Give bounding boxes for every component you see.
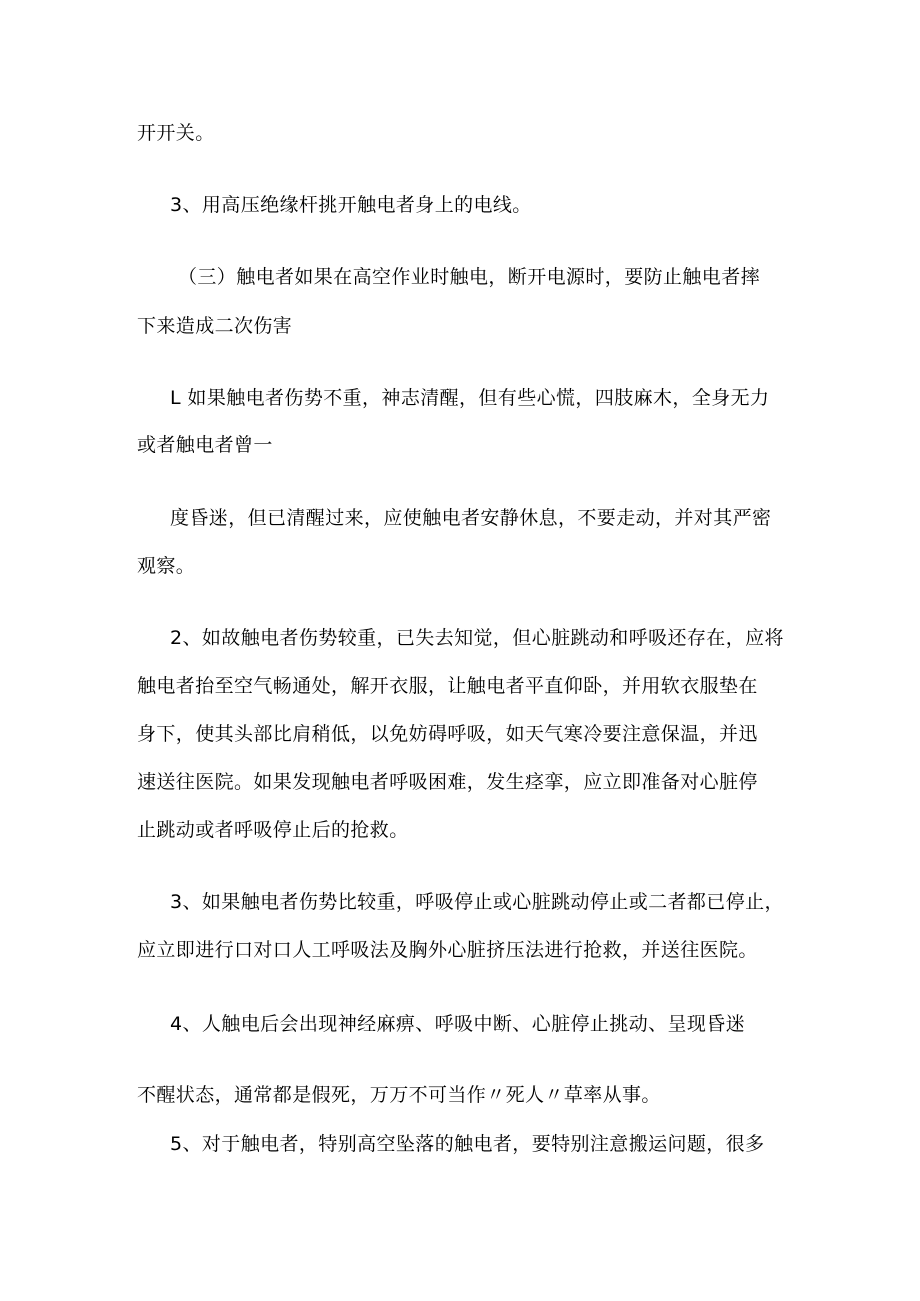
text-line-14: 3、如果触电者伤势比较重，呼吸停止或心脏跳动停止或二者都已停止， (170, 891, 784, 913)
text-line-3: （三）触电者如果在高空作业时触电，断开电源时，要防止触电者摔 (178, 266, 761, 288)
text-line-13: 止跳动或者呼吸停止后的抢救。 (137, 819, 409, 841)
text-line-16: 4、人触电后会出现神经麻痹、呼吸中断、心脏停止挑动、呈现昏迷 (170, 1013, 746, 1035)
text-line-17: 不醒状态，通常都是假死，万万不可当作〃死人〃草率从事。 (137, 1084, 661, 1106)
text-line-9: 2、如故触电者伤势较重，已失去知觉，但心脏跳动和呼吸还存在，应将 (170, 627, 784, 649)
text-line-2: 3、用高压绝缘杆挑开触电者身上的电线。 (170, 194, 532, 216)
text-line-15: 应立即进行口对口人工呼吸法及胸外心脏挤压法进行抢救，并送往医院。 (137, 939, 758, 961)
text-line-10: 触电者抬至空气畅通处，解开衣服，让触电者平直仰卧，并用软衣服垫在 (137, 675, 758, 697)
text-line-1: 开开关。 (137, 122, 215, 144)
text-line-8: 观察。 (137, 555, 196, 577)
text-line-4: 下来造成二次伤害 (137, 315, 293, 337)
text-line-6: 或者触电者曾一 (137, 434, 273, 456)
text-line-12: 速送往医院。如果发现触电者呼吸困难，发生痉挛，应立即准备对心脏停 (137, 771, 758, 793)
text-line-11: 身下，使其头部比肩稍低，以免妨碍呼吸，如天气寒冷要注意保温，并迅 (137, 723, 758, 745)
text-line-18: 5、对于触电者，特别高空坠落的触电者，要特别注意搬运问题，很多 (170, 1133, 765, 1155)
text-line-7: 度昏迷，但已清醒过来，应使触电者安静休息，不要走动，并对其严密 (170, 507, 772, 529)
text-line-5: L 如果触电者伤势不重，神志清醒，但有些心慌，四肢麻木，全身无力 (170, 387, 770, 409)
